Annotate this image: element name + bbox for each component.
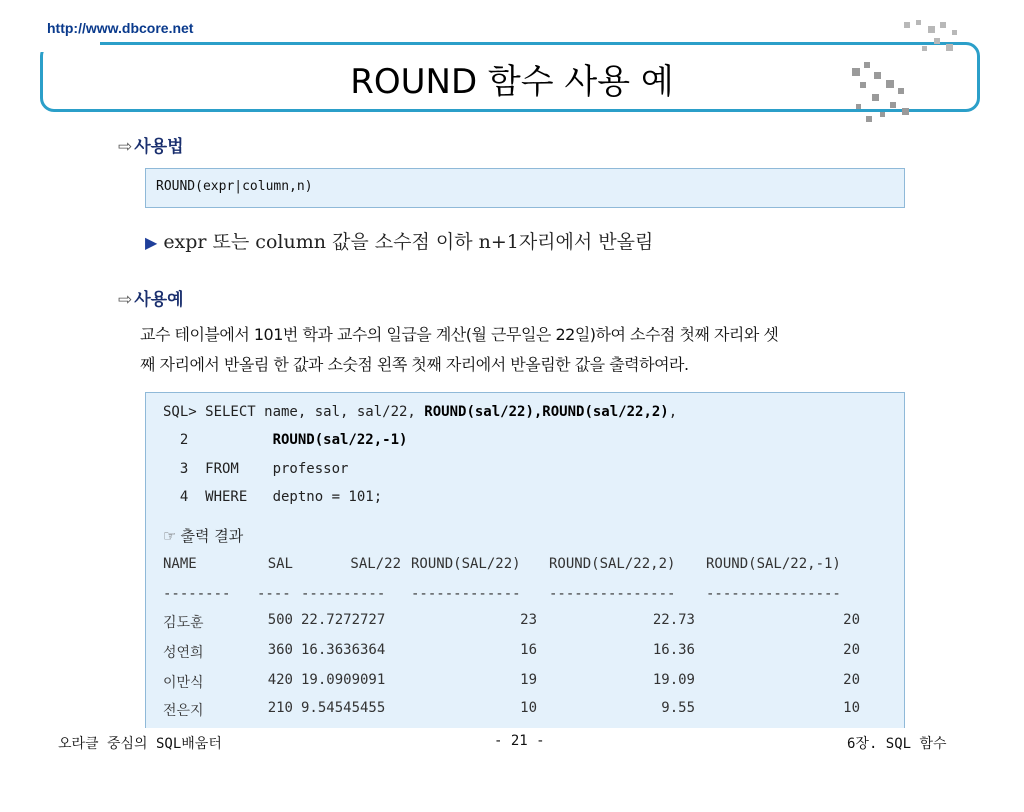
cell-name: 김도훈 [163, 615, 204, 631]
example-description-line1: 교수 테이블에서 101번 학과 교수의 일급을 계산(월 근무일은 22일)하여 소수점 첫째 자리와 셋 [140, 325, 779, 344]
cell-sal22: 19.0909091 [301, 672, 386, 688]
footer-left: 오라클 중심의 SQL배움터 [58, 736, 222, 752]
cell-round: 16 [520, 642, 537, 658]
triangle-icon: ▶ [145, 233, 158, 252]
col-header: NAME [163, 556, 197, 572]
separator: --------------- [549, 586, 676, 602]
cell-sal: 360 [267, 642, 293, 658]
syntax-box [145, 168, 905, 208]
sql-line-4: 4 WHERE deptno = 101; [163, 489, 383, 505]
example-description-line2: 째 자리에서 반올림 한 값과 소숫점 왼쪽 첫째 자리에서 반올림한 값을 출력하여라. [140, 355, 689, 374]
sql-line-1 [163, 404, 677, 420]
sql-bold-text: ROUND(sal/22,-1) [272, 432, 408, 448]
cell-round2: 9.55 [661, 700, 695, 716]
cell-round-neg1: 10 [843, 700, 860, 716]
decorative-icon [832, 16, 982, 128]
sql-text: , [668, 404, 678, 420]
pointing-hand-icon: ☞ [163, 527, 177, 545]
cell-sal: 420 [267, 672, 293, 688]
cell-sal22: 9.54545455 [301, 700, 386, 716]
cell-round-neg1: 20 [843, 612, 860, 628]
cell-sal: 210 [267, 700, 293, 716]
sql-line-2 [163, 432, 407, 448]
sql-line-3: 3 FROM professor [163, 461, 349, 477]
cell-sal: 500 [267, 612, 293, 628]
example-heading [118, 285, 184, 310]
cell-round2: 22.73 [652, 612, 695, 628]
sql-text: 2 [163, 432, 273, 448]
col-header: ROUND(SAL/22,2) [549, 556, 676, 572]
syntax-text: ROUND(expr|column,n) [156, 179, 313, 194]
usage-note [145, 227, 653, 254]
cell-round: 19 [520, 672, 537, 688]
col-header: SAL/22 [350, 556, 401, 572]
cell-round2: 19.09 [652, 672, 695, 688]
sql-bold-text: ROUND(sal/22),ROUND(sal/22,2) [424, 404, 669, 420]
col-header: ROUND(SAL/22) [411, 556, 521, 572]
source-url[interactable]: http://www.dbcore.net [47, 20, 194, 36]
cell-round: 10 [520, 700, 537, 716]
cell-round-neg1: 20 [843, 642, 860, 658]
separator: ---- [257, 586, 291, 602]
page-title: ROUND 함수 사용 예 [350, 62, 674, 102]
sql-text: SQL> SELECT name, sal, sal/22, [163, 404, 425, 420]
table-row [163, 700, 860, 812]
usage-note-text: expr 또는 column 값을 소수점 이하 n+1자리에서 반올림 [163, 231, 654, 253]
separator: ------------- [411, 586, 521, 602]
separator: ---------- [301, 586, 386, 602]
cell-name: 성연희 [163, 645, 204, 661]
arrow-icon: ⇨ [118, 137, 133, 157]
separator: -------- [163, 586, 231, 602]
footer-right: 6장. SQL 함수 [847, 736, 947, 752]
col-header: SAL [267, 556, 293, 572]
cell-sal22: 22.7272727 [301, 612, 386, 628]
example-heading-text: 사용예 [134, 290, 184, 310]
separator: ---------------- [706, 586, 841, 602]
col-header: ROUND(SAL/22,-1) [706, 556, 841, 572]
arrow-icon: ⇨ [118, 290, 133, 310]
cell-round-neg1: 20 [843, 672, 860, 688]
cell-sal22: 16.3636364 [301, 642, 386, 658]
cell-round: 23 [520, 612, 537, 628]
usage-heading-text: 사용법 [134, 137, 184, 157]
usage-heading [118, 132, 184, 157]
footer-page-number: - 21 - [494, 733, 545, 749]
result-label [163, 525, 243, 546]
cell-round2: 16.36 [652, 642, 695, 658]
result-label-text: 출력 결과 [180, 527, 244, 545]
cell-name: 전은지 [163, 703, 204, 719]
cell-name: 이만식 [163, 675, 204, 691]
